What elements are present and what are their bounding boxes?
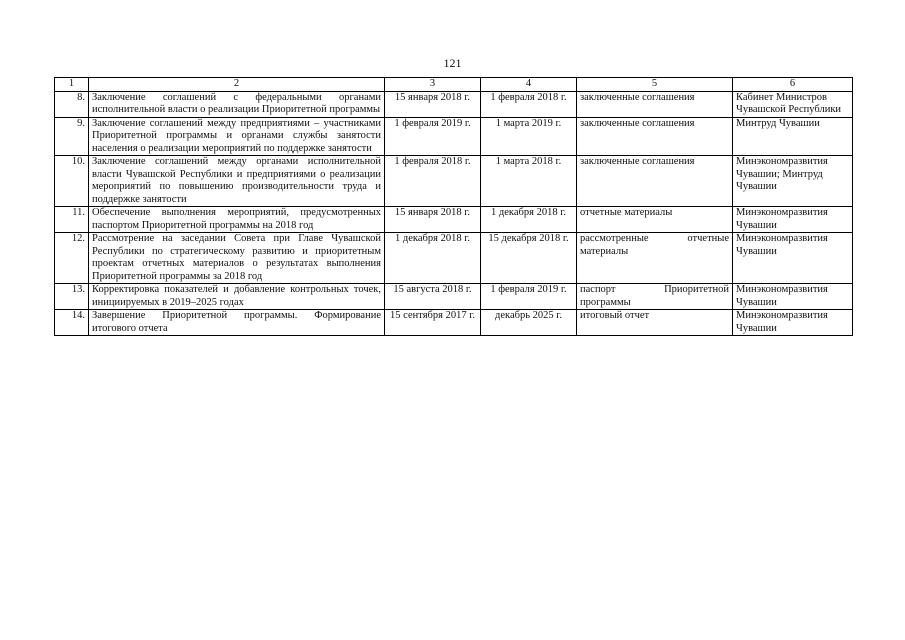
column-number-1: 1	[55, 78, 89, 92]
end-date: 1 марта 2018 г.	[481, 156, 577, 207]
start-date: 15 августа 2018 г.	[385, 284, 481, 310]
action-plan-table	[54, 77, 853, 336]
task-description: Рассмотрение на заседании Совета при Главе Чувашской Республики по стратегическому развитию и приоритетным проектам отчетных материалов о результатах выполнения Приоритетной программы за 2018 год	[89, 233, 385, 284]
table-header-row	[55, 78, 853, 92]
row-number: 14.	[55, 310, 89, 336]
task-description: Обеспечение выполнения мероприятий, предусмотренных паспортом Приоритетной программы на 2018 год	[89, 207, 385, 233]
row-number: 13.	[55, 284, 89, 310]
start-date: 15 января 2018 г.	[385, 207, 481, 233]
table-row	[55, 233, 853, 284]
end-date: 1 февраля 2018 г.	[481, 91, 577, 117]
result-description: заключенные соглашения	[577, 91, 733, 117]
start-date: 15 января 2018 г.	[385, 91, 481, 117]
result-description: итоговый отчет	[577, 310, 733, 336]
result-description: заключенные соглашения	[577, 156, 733, 207]
task-description: Заключение соглашений с федеральными органами исполнительной власти о реализации Приоритетной программы	[89, 91, 385, 117]
column-number-6: 6	[733, 78, 853, 92]
row-number: 11.	[55, 207, 89, 233]
result-description: заключенные соглашения	[577, 117, 733, 156]
table-row	[55, 117, 853, 156]
end-date: 15 декабря 2018 г.	[481, 233, 577, 284]
responsible-party: Минэкономразвития Чувашии	[733, 207, 853, 233]
responsible-party: Минэкономразвития Чувашии	[733, 233, 853, 284]
column-number-2: 2	[89, 78, 385, 92]
responsible-party: Минэкономразвития Чувашии	[733, 284, 853, 310]
start-date: 1 февраля 2019 г.	[385, 117, 481, 156]
responsible-party: Минтруд Чувашии	[733, 117, 853, 156]
start-date: 15 сентября 2017 г.	[385, 310, 481, 336]
task-description: Завершение Приоритетной программы. Формирование итогового отчета	[89, 310, 385, 336]
task-description: Корректировка показателей и добавление контрольных точек, инициируемых в 2019–2025 годах	[89, 284, 385, 310]
responsible-party: Минэкономразвития Чувашии	[733, 310, 853, 336]
row-number: 12.	[55, 233, 89, 284]
row-number: 10.	[55, 156, 89, 207]
result-description: паспорт Приоритетной программы	[577, 284, 733, 310]
column-number-3: 3	[385, 78, 481, 92]
responsible-party: Минэкономразвития Чувашии; Минтруд Чувашии	[733, 156, 853, 207]
task-description: Заключение соглашений между органами исполнительной власти Чувашской Республики и предприятиями о реализации мероприятий по повышению производительности труда и поддержке занятости	[89, 156, 385, 207]
end-date: 1 февраля 2019 г.	[481, 284, 577, 310]
table-row	[55, 156, 853, 207]
result-description: отчетные материалы	[577, 207, 733, 233]
row-number: 9.	[55, 117, 89, 156]
table-row	[55, 91, 853, 117]
responsible-party: Кабинет Министров Чувашской Республики	[733, 91, 853, 117]
start-date: 1 февраля 2018 г.	[385, 156, 481, 207]
table-row	[55, 310, 853, 336]
table-row	[55, 207, 853, 233]
end-date: 1 марта 2019 г.	[481, 117, 577, 156]
end-date: 1 декабря 2018 г.	[481, 207, 577, 233]
table-row	[55, 284, 853, 310]
start-date: 1 декабря 2018 г.	[385, 233, 481, 284]
page-number: 121	[443, 56, 462, 70]
result-description: рассмотренные отчетные материалы	[577, 233, 733, 284]
task-description: Заключение соглашений между предприятиями – участниками Приоритетной программы и органами службы занятости населения о реализации мероприятий по поддержке занятости	[89, 117, 385, 156]
row-number: 8.	[55, 91, 89, 117]
column-number-4: 4	[481, 78, 577, 92]
end-date: декабрь 2025 г.	[481, 310, 577, 336]
column-number-5: 5	[577, 78, 733, 92]
